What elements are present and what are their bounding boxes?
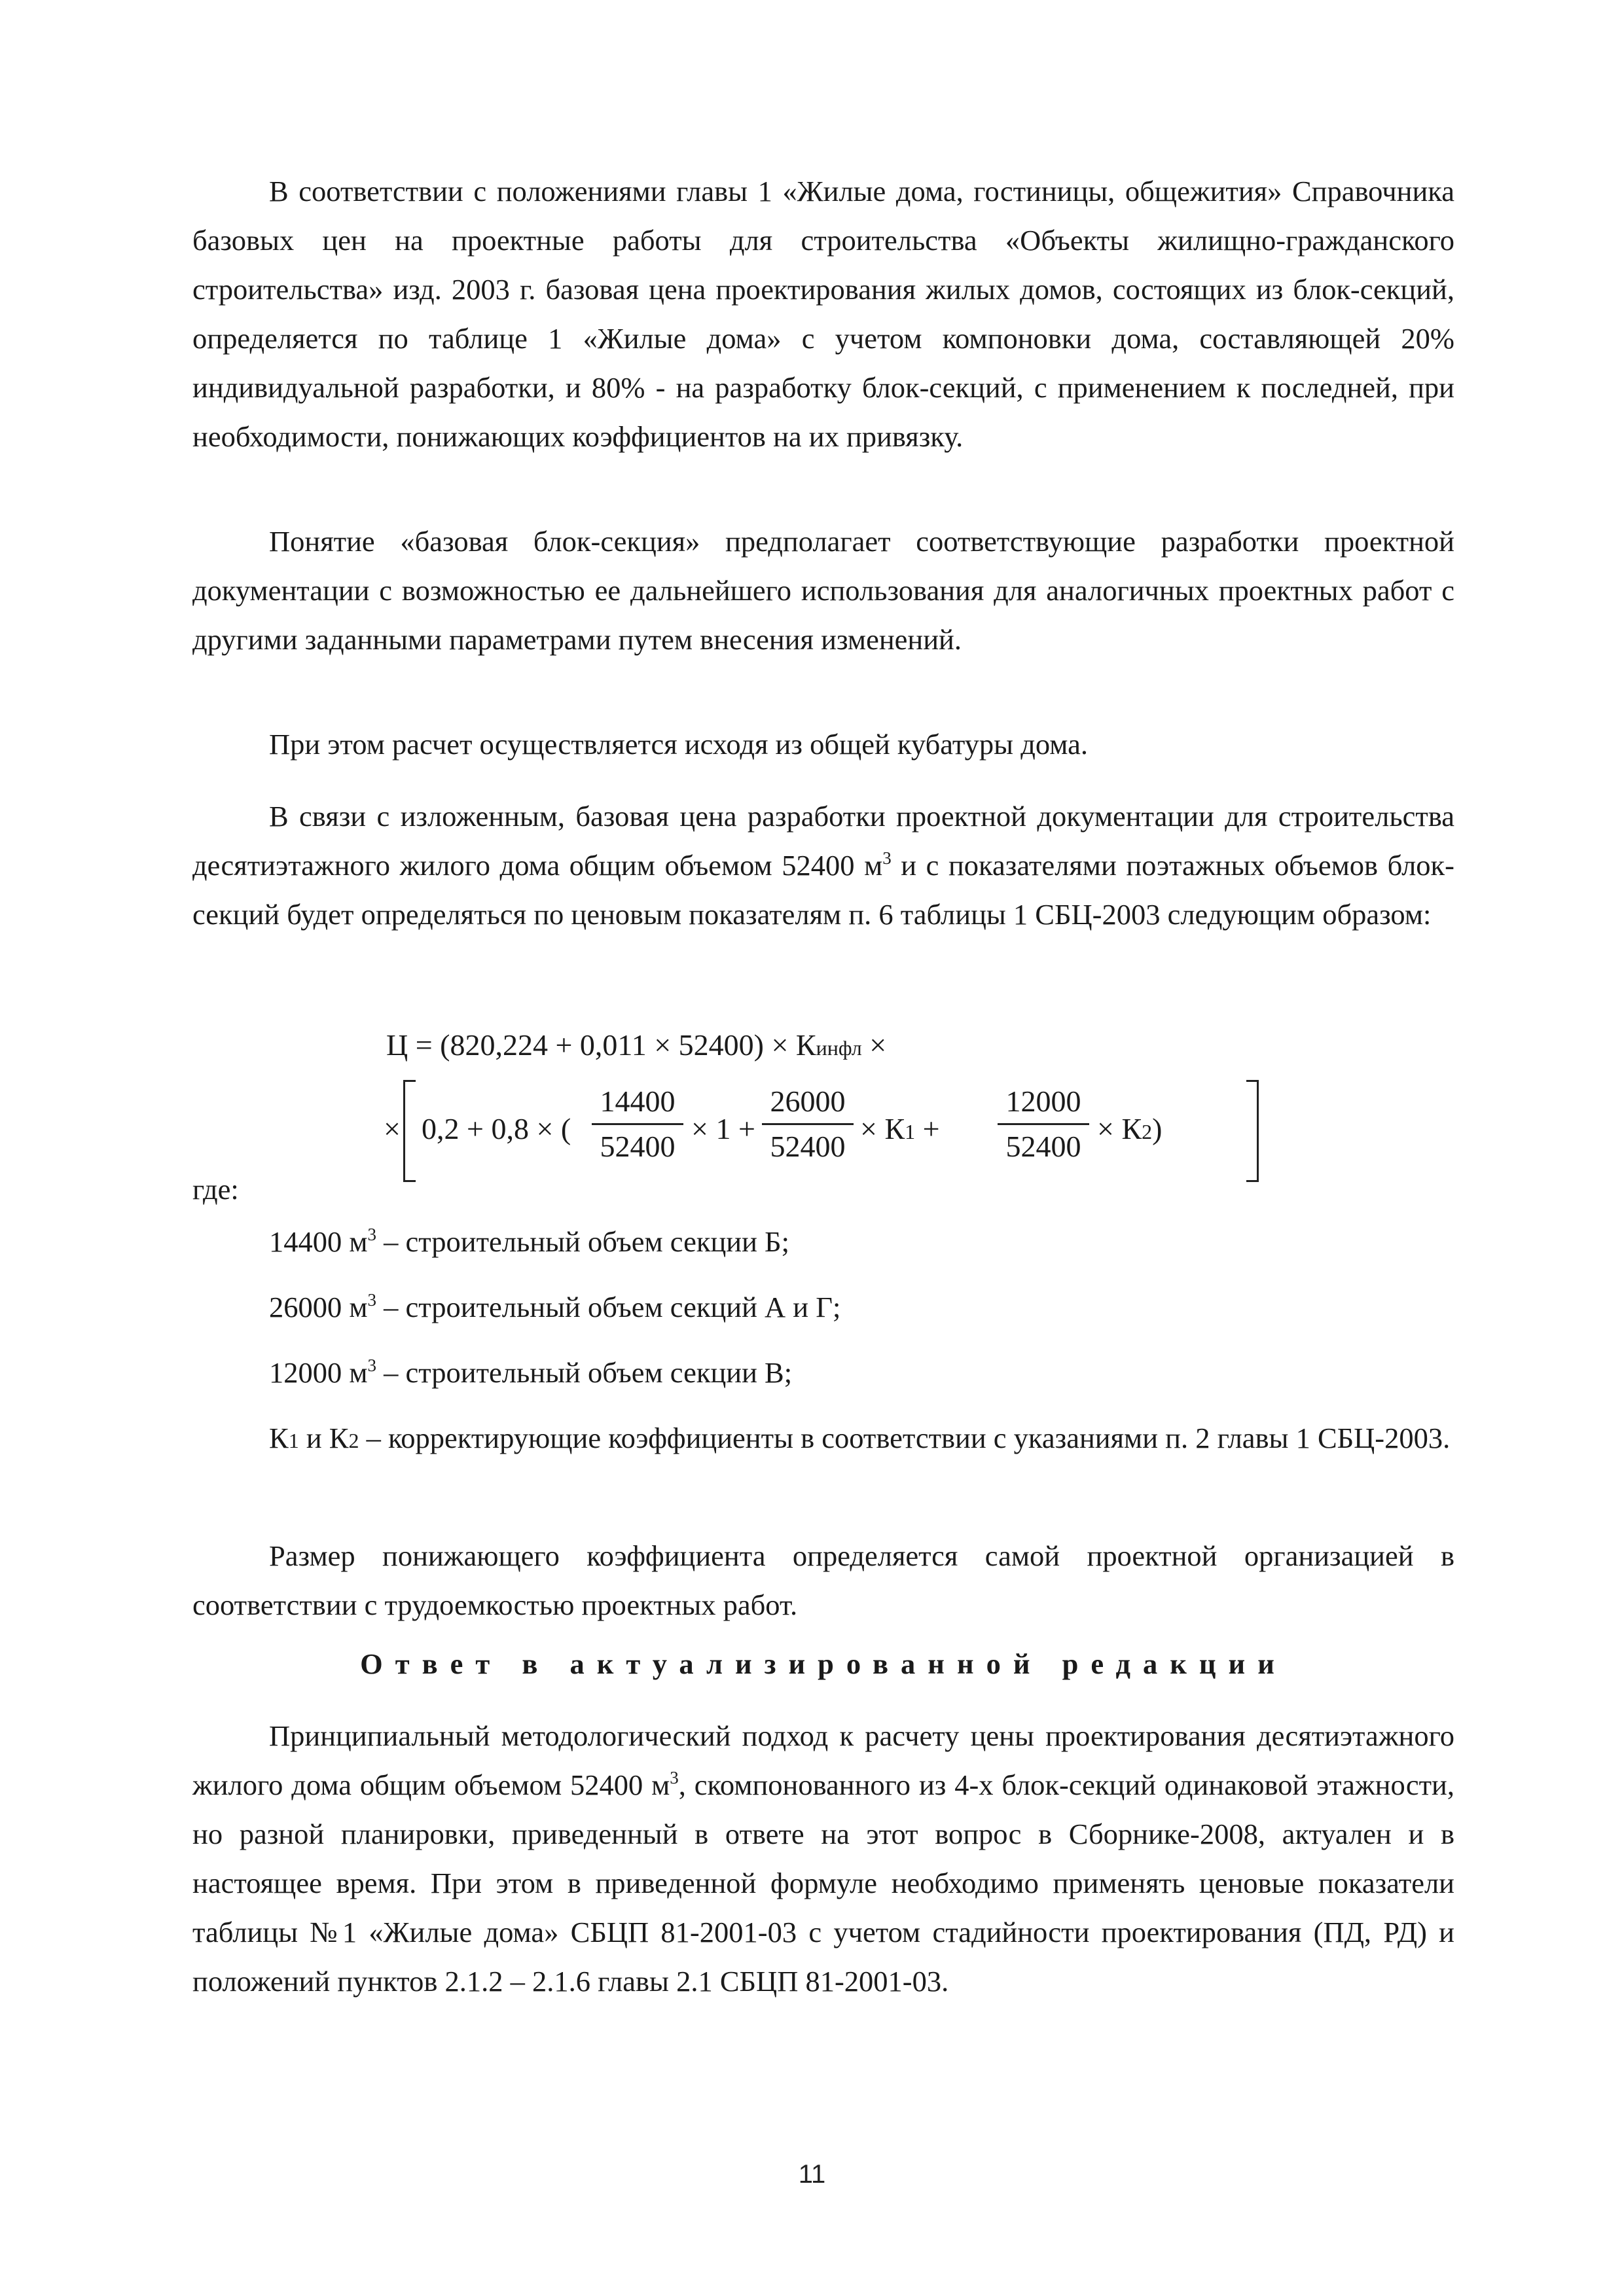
formula-bracket-right [1246,1080,1259,1182]
formula-times-lead: × [384,1112,401,1145]
paragraph-reduction: Размер понижающего коэффициента определяется самой проектной организацией в соответствии с трудоемкостью проектных работ. [192,1539,1454,1621]
paragraph-intro: В соответствии с положениями главы 1 «Жилые дома, гостиницы, общежития» Справочника базовых цен на проектные работы для строительства «Объекты жилищно-гражданского строительства» изд. 2003 г. базовая цена проектирования жилых домов, состоящих из блок-секций, определяется по таблице 1 «Жилые дома» с учетом компоновки дома, составляющей 20% индивидуальной разработки, и 80% - на разработку блок-секций, с применением к последней, при необходимости, понижающих коэффициентов на их привязку. [192,175,1454,453]
definition-section-b: 14400 $м^3$ – строительный объем секции Б; [269,1225,789,1258]
formula-line-2 [384,1080,1163,1185]
paragraph-calculation: При этом расчет осуществляется исходя из общей кубатуры дома. [269,728,1088,761]
price-formula [196,1018,1163,1181]
definition-section-v: 12000 $м^3$ – строительный объем секции В; [269,1355,793,1389]
definition-sections-a-g: 26000 $м^3$ – строительный объем секций А и Г; [269,1290,841,1323]
formula-head: 0,2 + 0,8 × ( [422,1112,571,1145]
formula-bracket-left [403,1080,416,1182]
formula-fraction-2: $\frac{26000}{52400}$ [762,1080,854,1168]
formula-mid-2: × К1 + [860,1112,940,1145]
formula-mid-1: × 1 + [691,1112,755,1145]
paragraph-updated-answer: Принципиальный методологический подход к расчету цены проектирования десятиэтажного жилого дома общим объемом 52400 $м^3$, скомпонованного из 4-х блок-секций одинаковой этажности, но разной планировки, приведенный в ответе на этот вопрос в Сборнике-2008, актуален и в настоящее время. При этом в приведенной формуле необходимо применять ценовые показатели таблицы №1 «Жилые дома» СБЦП 81-2001-03 с учетом стадийности проектирования (ПД, РД) и положений пунктов 2.1.2 – 2.1.6 главы 2.1 СБЦП 81-2001-03. [192,1719,1454,1998]
page-number: 11 [798,2160,826,2189]
formula-fraction-3: $\frac{12000}{52400}$ [998,1080,1089,1168]
formula-line-1: Ц = (820,224 + 0,011 × 52400) × Кинфл × [386,1028,887,1062]
formula-tail: × К2) [1097,1112,1163,1145]
formula-fraction-1: $\frac{14400}{52400}$ [592,1080,683,1168]
paragraph-base-section: Понятие «базовая блок-секция» предполагает соответствующие разработки проектной документации с возможностью ее дальнейшего использования для аналогичных проектных работ с другими заданными параметрами путем внесения изменений. [192,525,1454,656]
paragraph-base-price: В связи с изложенным, базовая цена разработки проектной документации для строительства десятиэтажного жилого дома общим объемом 52400 $м^3$ и с показателями поэтажных объемов блок-секций будет определяться по ценовым показателям п. 6 таблицы 1 СБЦ-2003 следующим образом: [192,800,1454,931]
definition-coefficients: К1 и К2 – корректирующие коэффициенты в соответствии с указаниями п. 2 главы 1 СБЦ-2003. [269,1422,1451,1454]
where-label: где: [192,1173,239,1206]
section-heading: Ответ в актуализированной редакции [360,1647,1287,1680]
